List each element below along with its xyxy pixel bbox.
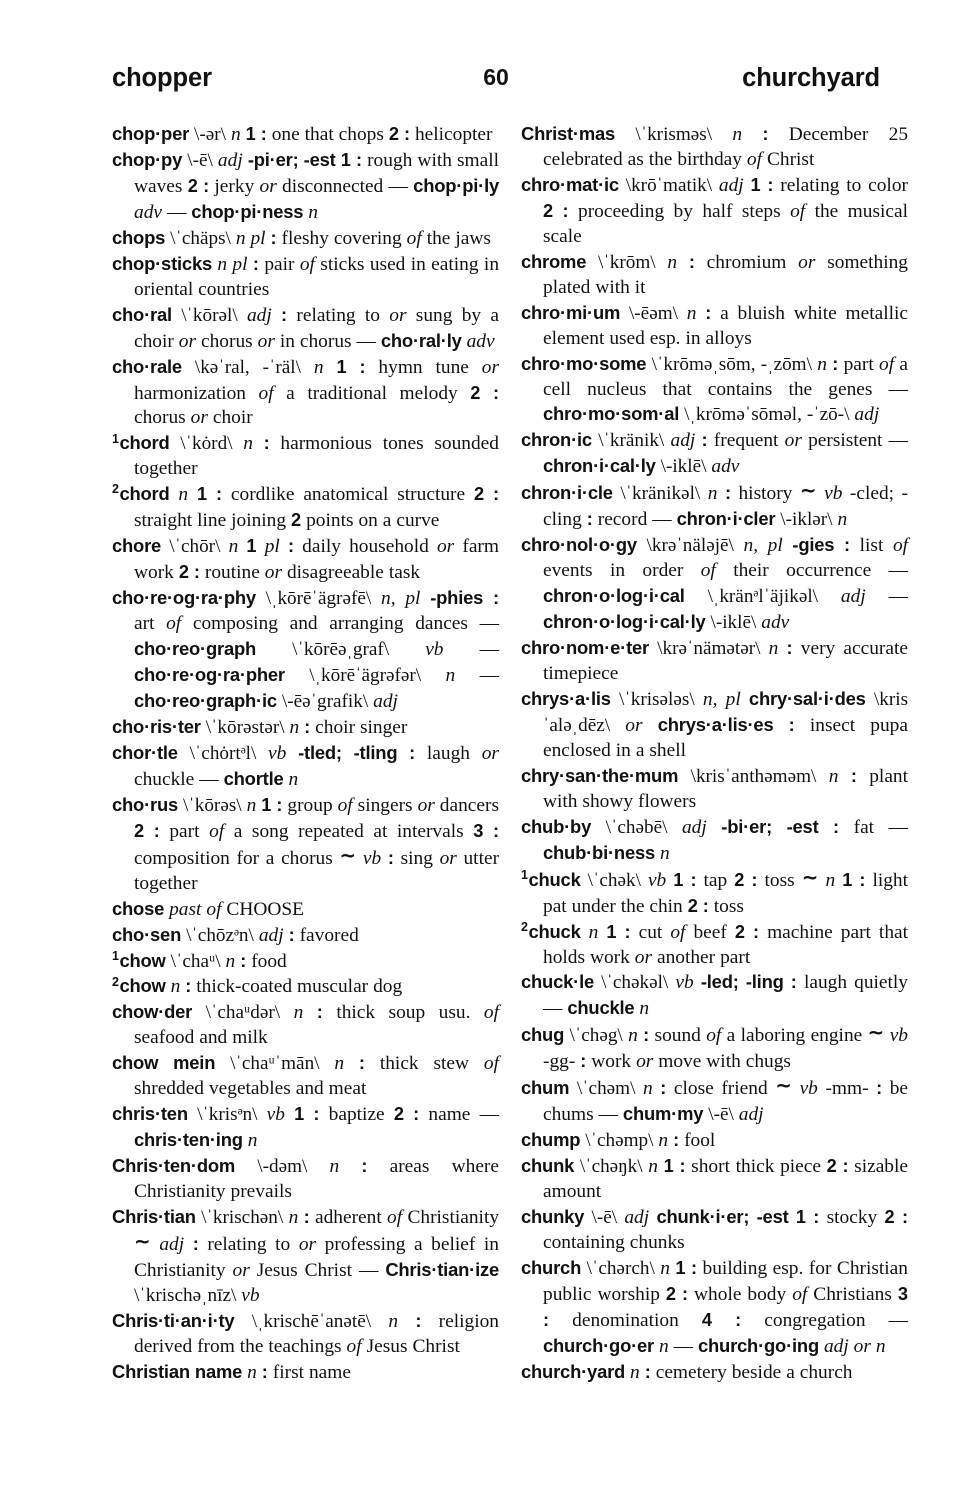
functional-label: n bbox=[388, 1310, 399, 1332]
dictionary-entry bbox=[112, 534, 499, 586]
headword: chow mein bbox=[112, 1052, 216, 1074]
definition: : favored bbox=[288, 924, 359, 946]
dictionary-entry bbox=[521, 920, 908, 971]
definition: : choir singer bbox=[304, 716, 408, 738]
dictionary-entry bbox=[112, 586, 499, 715]
pronunciation: \-ēəm\ bbox=[628, 302, 678, 324]
headword: cho·ris·ter bbox=[112, 715, 201, 737]
dictionary-entry bbox=[521, 533, 908, 636]
definition: : first name bbox=[261, 1361, 351, 1383]
definition: : laugh or chuckle — chortle n bbox=[134, 742, 499, 790]
headword: Christian name bbox=[112, 1360, 243, 1382]
cross-reference: CHOOSE bbox=[226, 898, 304, 920]
dictionary-entry bbox=[112, 431, 499, 482]
dictionary-entry bbox=[112, 1102, 499, 1154]
swung-dash: ∼ bbox=[867, 1020, 885, 1045]
running-head bbox=[112, 64, 880, 96]
definition: : harmonious tones sounded together bbox=[134, 433, 499, 480]
dictionary-entry bbox=[521, 122, 908, 173]
dictionary-entry bbox=[112, 482, 499, 534]
headword: cho·rale bbox=[112, 355, 182, 377]
definition: : plant with showy flowers bbox=[543, 765, 909, 812]
dictionary-entry bbox=[521, 1128, 908, 1154]
dictionary-entry bbox=[112, 741, 499, 793]
functional-label: n bbox=[329, 1156, 340, 1178]
pronunciation: \krəˈnämətər\ bbox=[657, 638, 761, 660]
headword: Christ·mas bbox=[521, 123, 616, 144]
headword: chow bbox=[119, 949, 166, 971]
pronunciation: \-ē\ bbox=[187, 149, 213, 171]
dictionary-entry bbox=[112, 897, 499, 923]
swung-dash: ∼ bbox=[339, 842, 357, 867]
definition: \krisˈaləˌdēz\ or chrys·a·lis·es : insect pupa enclosed in a shell bbox=[543, 688, 909, 761]
definition: 1 : group of singers or dancers 2 : part of a song repeated at intervals 3 : composition for a chorus ∼ vb : sing or utter together bbox=[134, 794, 500, 894]
pronunciation: \ˈchərch\ bbox=[586, 1257, 655, 1279]
headword: chop·per bbox=[112, 123, 190, 144]
homograph-number: 1 bbox=[112, 948, 119, 963]
headword: chro·nol·o·gy bbox=[521, 534, 637, 556]
dictionary-entry bbox=[521, 1256, 908, 1360]
definition: : very accurate timepiece bbox=[543, 638, 908, 685]
functional-label: n bbox=[246, 794, 257, 816]
functional-label: n bbox=[817, 353, 827, 375]
headword: chug bbox=[521, 1024, 565, 1046]
definition: : thick stew of shredded vegetables and meat bbox=[134, 1053, 499, 1100]
pronunciation: \ˈchōzᵊn\ bbox=[186, 924, 254, 946]
headword: chro·mat·ic bbox=[521, 173, 619, 195]
pronunciation: \ˈkōrəstər\ bbox=[205, 716, 285, 738]
pronunciation: \ˈchōr\ bbox=[169, 536, 221, 558]
headword: chore bbox=[112, 535, 162, 557]
body-columns bbox=[112, 122, 908, 1386]
functional-label: n bbox=[732, 124, 743, 145]
dictionary-entry bbox=[112, 1154, 499, 1205]
inflected-forms: chunk·i·er; -est bbox=[656, 1206, 789, 1228]
functional-label: vb bbox=[647, 869, 667, 891]
headword: chro·mo·some bbox=[521, 352, 647, 374]
pronunciation: \ˈkrisᵊn\ bbox=[197, 1104, 258, 1126]
functional-label: n bbox=[230, 124, 241, 145]
headword: chrome bbox=[521, 250, 587, 272]
definition: : part of a cell nucleus that contains the genes — chro·mo·som·al \ˌkrōməˈsōməl, -ˈzō-\ adj bbox=[543, 353, 909, 426]
dictionary-entry bbox=[521, 1360, 908, 1386]
definition: : December 25 celebrated as the birthday of Christ bbox=[543, 124, 909, 170]
headword: chow bbox=[119, 975, 166, 997]
headword: chron·ic bbox=[521, 429, 592, 451]
pronunciation: \-ər\ bbox=[194, 124, 226, 145]
dictionary-entry bbox=[112, 1360, 499, 1386]
functional-label: past of bbox=[169, 898, 222, 920]
functional-label: n pl bbox=[217, 253, 248, 275]
definition: : adherent of Christianity ∼ adj : relating to or professing a belief in Christianity or Jesus Christ — Chris·tian·ize \ˈkrischəˌnīz\ vb bbox=[134, 1207, 500, 1306]
dictionary-entry bbox=[112, 252, 499, 303]
headword: chop·py bbox=[112, 148, 183, 170]
dictionary-entry bbox=[112, 793, 499, 897]
inflected-forms: chry·sal·i·des bbox=[748, 687, 866, 709]
swung-dash: ∼ bbox=[775, 1073, 792, 1098]
dictionary-entry bbox=[112, 1051, 499, 1102]
functional-label: n bbox=[293, 1002, 304, 1024]
functional-label: n pl bbox=[235, 227, 266, 249]
inflected-forms: -gies bbox=[792, 534, 835, 556]
pronunciation: \ˈkrisələs\ bbox=[619, 688, 695, 710]
functional-label: n bbox=[170, 976, 181, 998]
left-column bbox=[112, 122, 499, 1386]
functional-label: n bbox=[643, 1078, 653, 1100]
headword: chron·i·cle bbox=[521, 482, 613, 504]
dictionary-entry bbox=[112, 148, 499, 226]
functional-label: n bbox=[228, 536, 239, 558]
definition: 1 pl : daily household or farm work 2 : routine or disagreeable task bbox=[134, 536, 499, 584]
dictionary-entry bbox=[521, 1022, 908, 1075]
functional-label: n bbox=[247, 1361, 257, 1383]
pronunciation: \ˈchəbē\ bbox=[605, 816, 668, 838]
definition: : relating to or sung by a choir or chorus or in chorus — cho·ral·ly adv bbox=[134, 304, 499, 352]
functional-label: n bbox=[648, 1156, 658, 1178]
pronunciation: \ˈchəg\ bbox=[569, 1025, 623, 1047]
headword: chow·der bbox=[112, 1001, 193, 1023]
dictionary-entry bbox=[112, 355, 499, 432]
functional-label: n bbox=[588, 921, 599, 943]
definition: : laugh quietly — chuckle n bbox=[543, 972, 908, 1020]
dictionary-entry bbox=[521, 764, 908, 815]
pronunciation: \ˈchaᵘ\ bbox=[170, 950, 221, 972]
functional-label: n bbox=[658, 1130, 669, 1152]
functional-label: n, pl bbox=[743, 535, 783, 557]
definition: : art of composing and arranging dances — cho·reo·graph \ˈkōrēəˌgraf\ vb — cho·re·og·ra·pher \ˌkōrēˈägrəfər\ n — cho·reo·graph·ic \-ēəˈgrafik\ adj bbox=[134, 588, 500, 712]
pronunciation: \ˌkōrēˈägrəfē\ bbox=[265, 588, 372, 610]
dictionary-entry bbox=[521, 301, 908, 352]
dictionary-entry bbox=[521, 687, 908, 764]
headword: chop·sticks bbox=[112, 252, 212, 274]
headword: church bbox=[521, 1256, 582, 1278]
definition: : frequent or persistent — chron·i·cal·ly \-iklē\ adv bbox=[543, 430, 909, 478]
headword: chuck·le bbox=[521, 971, 595, 993]
pronunciation: \krōˈmatik\ bbox=[625, 174, 713, 196]
pronunciation: \ˈkrisməs\ bbox=[635, 124, 713, 145]
pronunciation: \ˈkränik\ bbox=[598, 430, 665, 452]
dictionary-entry bbox=[521, 1205, 908, 1256]
homograph-number: 2 bbox=[112, 482, 119, 497]
headword: cho·sen bbox=[112, 923, 182, 945]
dictionary-entry bbox=[521, 173, 908, 250]
dictionary-entry bbox=[112, 226, 499, 252]
headword: chord bbox=[119, 483, 170, 505]
dictionary-entry bbox=[112, 949, 499, 975]
pronunciation: \ˈkrōm\ bbox=[598, 251, 656, 273]
dictionary-entry bbox=[521, 250, 908, 301]
headword: chro·nom·e·ter bbox=[521, 637, 649, 659]
pronunciation: \krisˈanthəməm\ bbox=[690, 765, 817, 787]
functional-label: n bbox=[667, 251, 678, 273]
functional-label: n, pl bbox=[702, 688, 741, 710]
headword: chunk bbox=[521, 1155, 575, 1177]
headword: chris·ten bbox=[112, 1103, 188, 1125]
headword: cho·rus bbox=[112, 793, 179, 815]
functional-label: n, pl bbox=[381, 588, 421, 610]
dictionary-entry bbox=[112, 923, 499, 949]
definition: 1 : stocky 2 : containing chunks bbox=[543, 1207, 909, 1253]
functional-label: vb bbox=[266, 1104, 285, 1126]
headword: chum bbox=[521, 1077, 570, 1099]
headword: chord bbox=[119, 432, 170, 454]
pronunciation: \ˈkȯrd\ bbox=[180, 433, 233, 455]
pronunciation: \kəˈral, -ˈräl\ bbox=[194, 356, 301, 378]
definition: : close friend ∼ vb -mm- : be chums — chum·my \-ē\ adj bbox=[543, 1073, 909, 1126]
definition: : fat — chub·bi·ness n bbox=[543, 816, 908, 864]
functional-label: n bbox=[628, 1025, 638, 1047]
headword: chops bbox=[112, 226, 166, 248]
headword: church·yard bbox=[521, 1360, 626, 1382]
headword: cho·ral bbox=[112, 303, 172, 325]
pronunciation: \krəˈnäləjē\ bbox=[646, 535, 734, 557]
inflected-forms: -pi·er; -est bbox=[247, 148, 336, 170]
definition: 1 : tap 2 : toss ∼ n 1 : light pat under the chin 2 : toss bbox=[543, 864, 909, 917]
definition: : pair of sticks used in eating in oriental countries bbox=[134, 253, 500, 300]
functional-label: n bbox=[707, 483, 718, 505]
pronunciation: \ˈkōrəl\ bbox=[181, 304, 238, 326]
inflected-forms: -led; -ling bbox=[700, 971, 784, 993]
definition: : a bluish white metallic element used esp. in alloys bbox=[543, 302, 909, 349]
functional-label: adj bbox=[624, 1207, 650, 1229]
homograph-number: 2 bbox=[521, 919, 528, 934]
definition: : areas where Christianity prevails bbox=[134, 1156, 499, 1203]
definition: : fleshy covering of the jaws bbox=[270, 227, 491, 249]
functional-label: adj bbox=[718, 174, 744, 196]
dictionary-entry bbox=[521, 480, 908, 533]
definition: 1 : cut of beef 2 : machine part that holds work or another part bbox=[543, 921, 909, 968]
functional-label: adj bbox=[670, 430, 696, 452]
functional-label: n bbox=[313, 356, 324, 378]
inflected-forms: -bi·er; -est bbox=[721, 815, 819, 837]
headword: chry·san·the·mum bbox=[521, 764, 679, 786]
running-head-right: churchyard bbox=[742, 64, 880, 92]
headword: chub·by bbox=[521, 815, 592, 837]
headword: chose bbox=[112, 897, 165, 919]
homograph-number: 1 bbox=[112, 431, 119, 446]
dictionary-entry bbox=[521, 636, 908, 687]
dictionary-entry bbox=[521, 1154, 908, 1205]
functional-label: n bbox=[686, 302, 697, 324]
pronunciation: \ˈchəm\ bbox=[576, 1078, 636, 1100]
dictionary-entry bbox=[521, 352, 908, 429]
dictionary-entry bbox=[112, 974, 499, 1000]
headword: chunky bbox=[521, 1206, 585, 1228]
pronunciation: \ˈchəkəl\ bbox=[601, 972, 669, 994]
swung-dash: ∼ bbox=[134, 1228, 151, 1253]
headword: chrys·a·lis bbox=[521, 687, 611, 709]
page-number: 60 bbox=[483, 64, 509, 90]
running-head-left: chopper bbox=[112, 64, 212, 92]
functional-label: n bbox=[768, 638, 779, 660]
swung-dash: ∼ bbox=[799, 478, 817, 503]
dictionary-entry bbox=[112, 1000, 499, 1051]
functional-label: adj bbox=[258, 924, 284, 946]
headword: Chris·ten·dom bbox=[112, 1155, 236, 1177]
functional-label: n bbox=[630, 1361, 640, 1383]
functional-label: n bbox=[243, 433, 253, 455]
homograph-number: 1 bbox=[521, 867, 528, 882]
pronunciation: \ˈchaᵘdər\ bbox=[205, 1002, 281, 1024]
dictionary-entry bbox=[112, 1309, 499, 1360]
functional-label: adj bbox=[217, 149, 243, 171]
dictionary-entry bbox=[521, 970, 908, 1022]
dictionary-entry bbox=[521, 1075, 908, 1128]
headword: chuck bbox=[528, 920, 581, 942]
functional-label: vb bbox=[675, 972, 694, 994]
definition: 1 : rough with small waves 2 : jerky or disconnected — chop·pi·ly adv — chop·pi·ness n bbox=[134, 149, 500, 223]
homograph-number: 2 bbox=[112, 974, 119, 989]
definition: : history ∼ vb -cled; -cling : record — chron·i·cler \-iklər\ n bbox=[543, 478, 909, 531]
definition: 1 : short thick piece 2 : sizable amount bbox=[543, 1156, 909, 1203]
definition: 1 : baptize 2 : name — chris·ten·ing n bbox=[134, 1104, 499, 1152]
definition: : sound of a laboring engine ∼ vb -gg- : work or move with chugs bbox=[543, 1020, 909, 1073]
definition: 1 : cordlike anatomical structure 2 : straight line joining 2 points on a curve bbox=[134, 484, 500, 532]
headword: cho·re·og·ra·phy bbox=[112, 587, 256, 609]
definition: : religion derived from the teachings of Jesus Christ bbox=[134, 1310, 499, 1357]
definition: : cemetery beside a church bbox=[644, 1361, 853, 1383]
definition: : thick soup usu. of seafood and milk bbox=[134, 1002, 500, 1049]
inflected-forms: -phies bbox=[430, 587, 484, 609]
pronunciation: \ˈkrōməˌsōm, -ˌzōm\ bbox=[651, 353, 812, 375]
definition: : thick-coated muscular dog bbox=[185, 976, 403, 998]
headword: chump bbox=[521, 1129, 581, 1151]
headword: Chris·ti·an·i·ty bbox=[112, 1309, 235, 1331]
pronunciation: \ˈchəmp\ bbox=[585, 1130, 654, 1152]
functional-label: n bbox=[660, 1257, 670, 1279]
pronunciation: \ˈkōrəs\ bbox=[183, 794, 242, 816]
functional-label: n bbox=[289, 716, 300, 738]
dictionary-entry bbox=[112, 122, 499, 148]
pronunciation: \ˈchaᵘˈmān\ bbox=[230, 1053, 320, 1075]
headword: chor·tle bbox=[112, 741, 178, 763]
pronunciation: \ˈchək\ bbox=[587, 869, 641, 891]
pronunciation: \ˌkrischēˈanətē\ bbox=[251, 1310, 372, 1332]
functional-label: n bbox=[225, 950, 236, 972]
pronunciation: \ˈchəŋk\ bbox=[579, 1156, 643, 1178]
pronunciation: \ˈchȯrtᵊl\ bbox=[189, 742, 257, 764]
swung-dash: ∼ bbox=[801, 864, 819, 889]
pronunciation: \-dəm\ bbox=[257, 1156, 308, 1178]
definition: : list of events in order of their occurrence — chron·o·log·i·cal \ˌkränᵊlˈäjikəl\ adj — chron·o·log·i·cal·ly \-iklē\ adv bbox=[543, 535, 909, 634]
dictionary-entry bbox=[112, 303, 499, 355]
definition: 1 : hymn tune or harmonization of a traditional melody 2 : chorus or choir bbox=[134, 356, 500, 429]
functional-label: adj bbox=[246, 304, 272, 326]
definition: : chromium or something plated with it bbox=[543, 251, 908, 298]
functional-label: n bbox=[288, 1207, 299, 1229]
functional-label: n bbox=[334, 1053, 345, 1075]
functional-label: n bbox=[178, 484, 189, 506]
pronunciation: \ˈchäps\ bbox=[170, 227, 231, 249]
definition: : food bbox=[240, 950, 287, 972]
pronunciation: \-ē\ bbox=[591, 1207, 618, 1229]
right-column bbox=[521, 122, 908, 1386]
headword: Chris·tian bbox=[112, 1206, 196, 1228]
functional-label: adj bbox=[681, 816, 707, 838]
dictionary-entry bbox=[521, 428, 908, 480]
dictionary-entry bbox=[521, 864, 909, 920]
dictionary-entry bbox=[112, 715, 499, 741]
functional-label: n bbox=[828, 765, 839, 787]
pronunciation: \ˈkränikəl\ bbox=[620, 483, 701, 505]
definition: 1 : building esp. for Christian public worship 2 : whole body of Christians 3 : denomination 4 : congregation — church·go·er n — church·go·ing adj or n bbox=[543, 1257, 909, 1357]
inflected-forms: -tled; -tling bbox=[298, 741, 398, 763]
headword: chro·mi·um bbox=[521, 301, 621, 323]
dictionary-entry bbox=[112, 1205, 499, 1309]
definition: : fool bbox=[673, 1130, 716, 1152]
definition: 1 : one that chops 2 : helicopter bbox=[245, 124, 493, 145]
definition: 1 : relating to color 2 : proceeding by half steps of the musical scale bbox=[543, 174, 908, 247]
dictionary-entry bbox=[521, 815, 908, 867]
headword: chuck bbox=[528, 868, 581, 890]
functional-label: vb bbox=[268, 742, 287, 764]
pronunciation: \ˈkrischən\ bbox=[201, 1207, 284, 1229]
